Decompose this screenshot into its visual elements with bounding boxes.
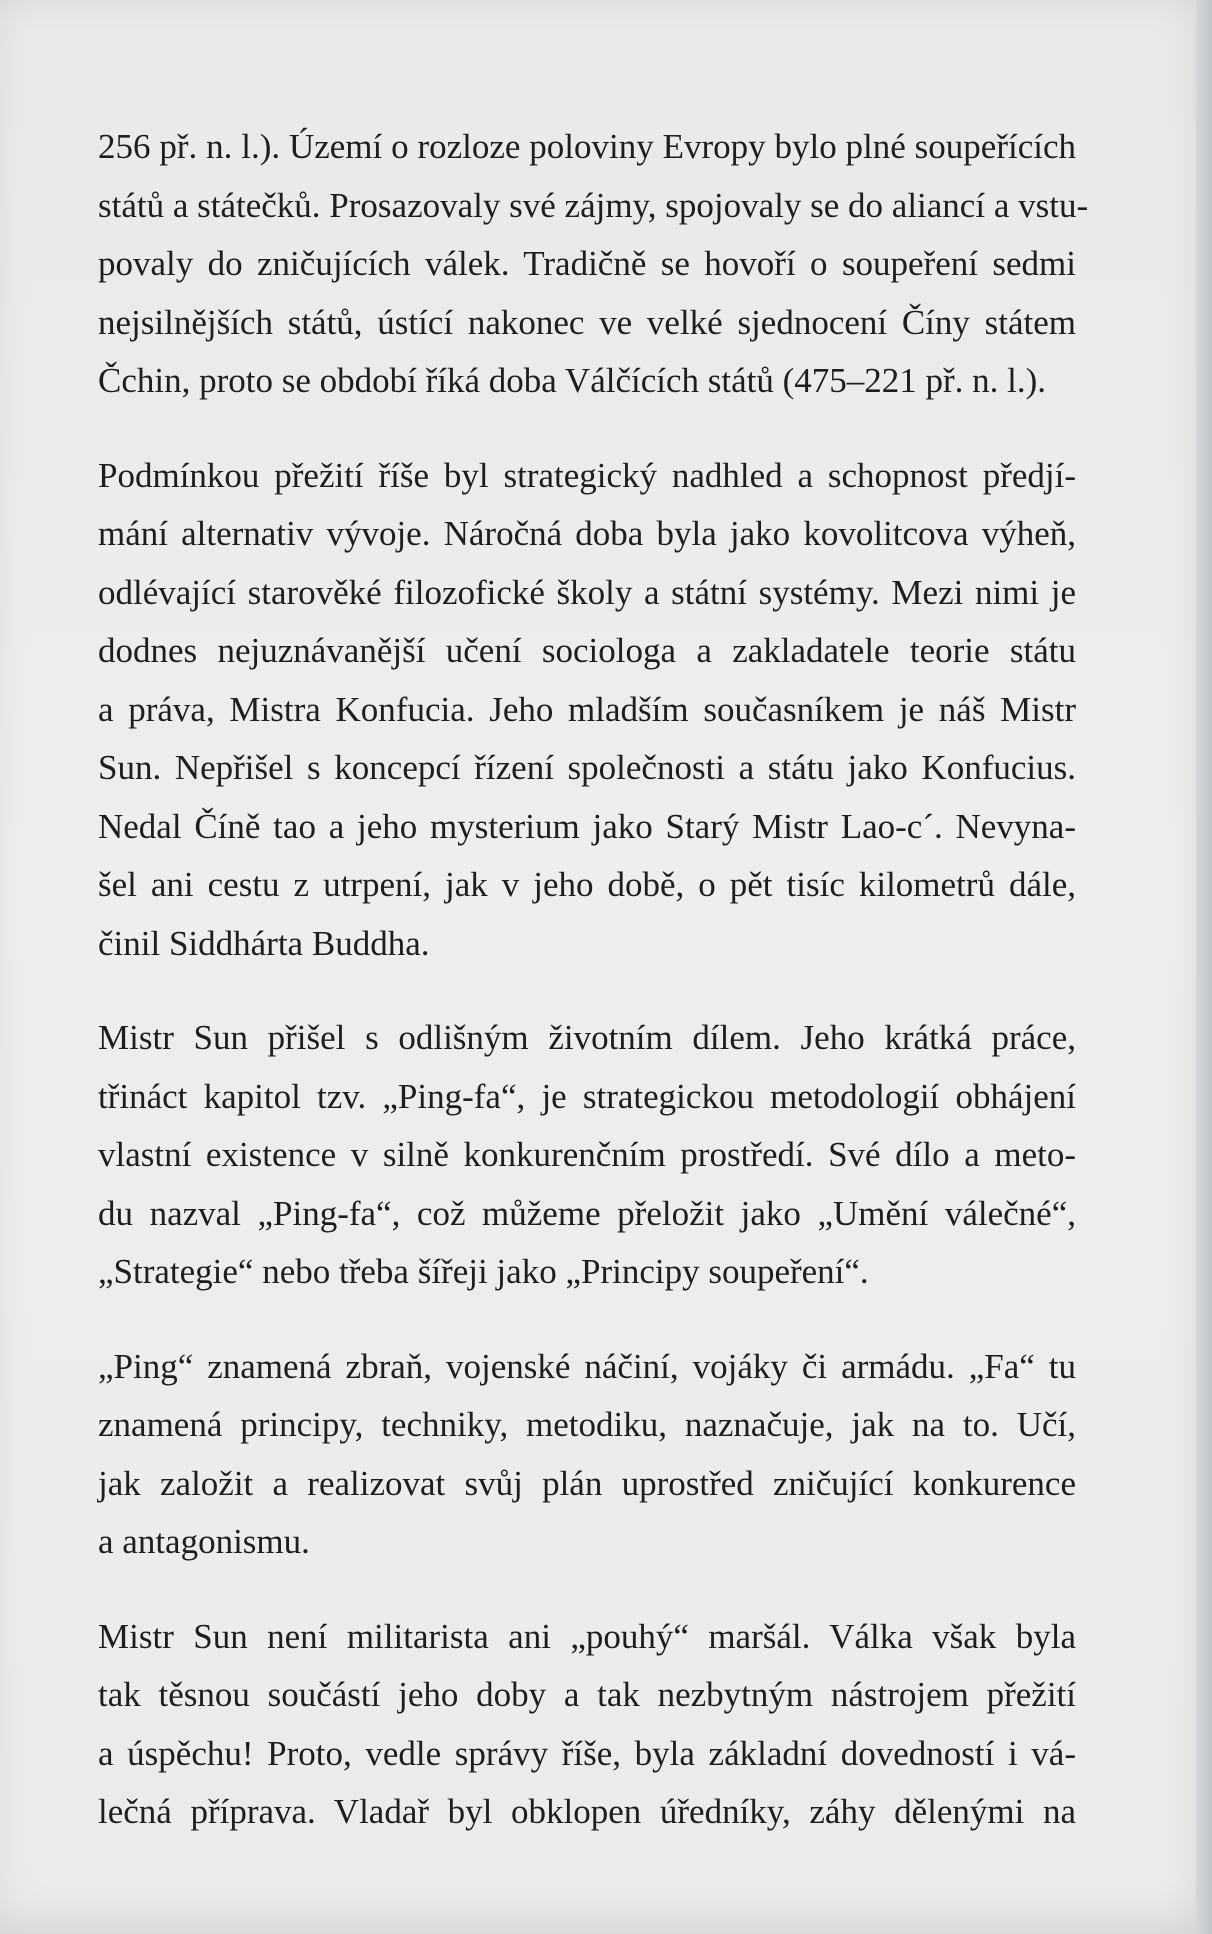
paragraph-3	[98, 1009, 1076, 1302]
text-line: Sun. Nepřišel s koncepcí řízení společnosti a státu jako Konfucius.	[98, 748, 1076, 787]
paragraph-5	[98, 1608, 1076, 1842]
text-line: „Strategie“ nebo třeba šířeji jako „Principy soupeření“.	[98, 1252, 869, 1291]
text-line: šel ani cestu z utrpení, jak v jeho době, o pět tisíc kilometrů dále,	[98, 865, 1076, 904]
text-line: lečná příprava. Vladař byl obklopen úředníky, záhy dělenými na	[98, 1792, 1076, 1831]
text-line: vlastní existence v silně konkurenčním prostředí. Své dílo a meto-	[98, 1135, 1076, 1174]
text-line: a úspěchu! Proto, vedle správy říše, byla základní dovedností i vá-	[98, 1733, 1076, 1773]
text-line: států a státečků. Prosazovaly své zájmy, spojovaly se do aliancí a vstu-	[98, 185, 1089, 225]
text-line: a práva, Mistra Konfucia. Jeho mladším současníkem je náš Mistr	[98, 689, 1076, 729]
text-line: mání alternativ vývoje. Náročná doba byla jako kovolitcova výheň,	[98, 514, 1076, 553]
text-line: „Ping“ znamená zbraň, vojenské náčiní, vojáky či armádu. „Fa“ tu	[98, 1346, 1076, 1386]
text-column	[98, 118, 1089, 1878]
text-line: jak založit a realizovat svůj plán uprostřed zničující konkurence	[98, 1463, 1076, 1503]
text-line: nejsilnějších států, ústící nakonec ve velké sjednocení Číny státem	[98, 302, 1076, 342]
text-line: Nedal Číně tao a jeho mysterium jako Starý Mistr Lao-c´. Nevyna-	[98, 806, 1076, 846]
text-line: tak těsnou součástí jeho doby a tak nezbytným nástrojem přežití	[98, 1675, 1076, 1714]
text-line: odlévající starověké filozofické školy a státní systémy. Mezi nimi je	[98, 572, 1076, 612]
paragraph-2	[98, 447, 1076, 974]
text-line: a antagonismu.	[98, 1522, 310, 1561]
text-line: třináct kapitol tzv. „Ping-fa“, je strategickou metodologií obhájení	[98, 1076, 1076, 1116]
paragraph-1	[98, 118, 1089, 411]
text-line: dodnes nejuznávanější učení sociologa a zakladatele teorie státu	[98, 631, 1076, 670]
text-line: činil Siddhárta Buddha.	[98, 923, 430, 963]
text-line: Čchin, proto se období říká doba Válčících států (475–221 př. n. l.).	[98, 361, 1047, 400]
text-line: du nazval „Ping-fa“, což můžeme přeložit jako „Umění válečné“,	[98, 1193, 1076, 1233]
text-line: Mistr Sun není militarista ani „pouhý“ maršál. Válka však byla	[98, 1616, 1076, 1656]
text-line: Mistr Sun přišel s odlišným životním dílem. Jeho krátká práce,	[98, 1018, 1076, 1057]
text-line: 256 př. n. l.). Území o rozloze poloviny Evropy bylo plné soupeřících	[98, 127, 1076, 166]
text-line: povaly do zničujících válek. Tradičně se hovoří o soupeření sedmi	[98, 244, 1076, 283]
text-line: znamená principy, techniky, metodiku, naznačuje, jak na to. Učí,	[98, 1405, 1076, 1444]
page-edge-shadow	[1196, 0, 1212, 1934]
text-line: Podmínkou přežití říše byl strategický nadhled a schopnost předjí-	[98, 455, 1076, 495]
paragraph-4	[98, 1338, 1076, 1572]
